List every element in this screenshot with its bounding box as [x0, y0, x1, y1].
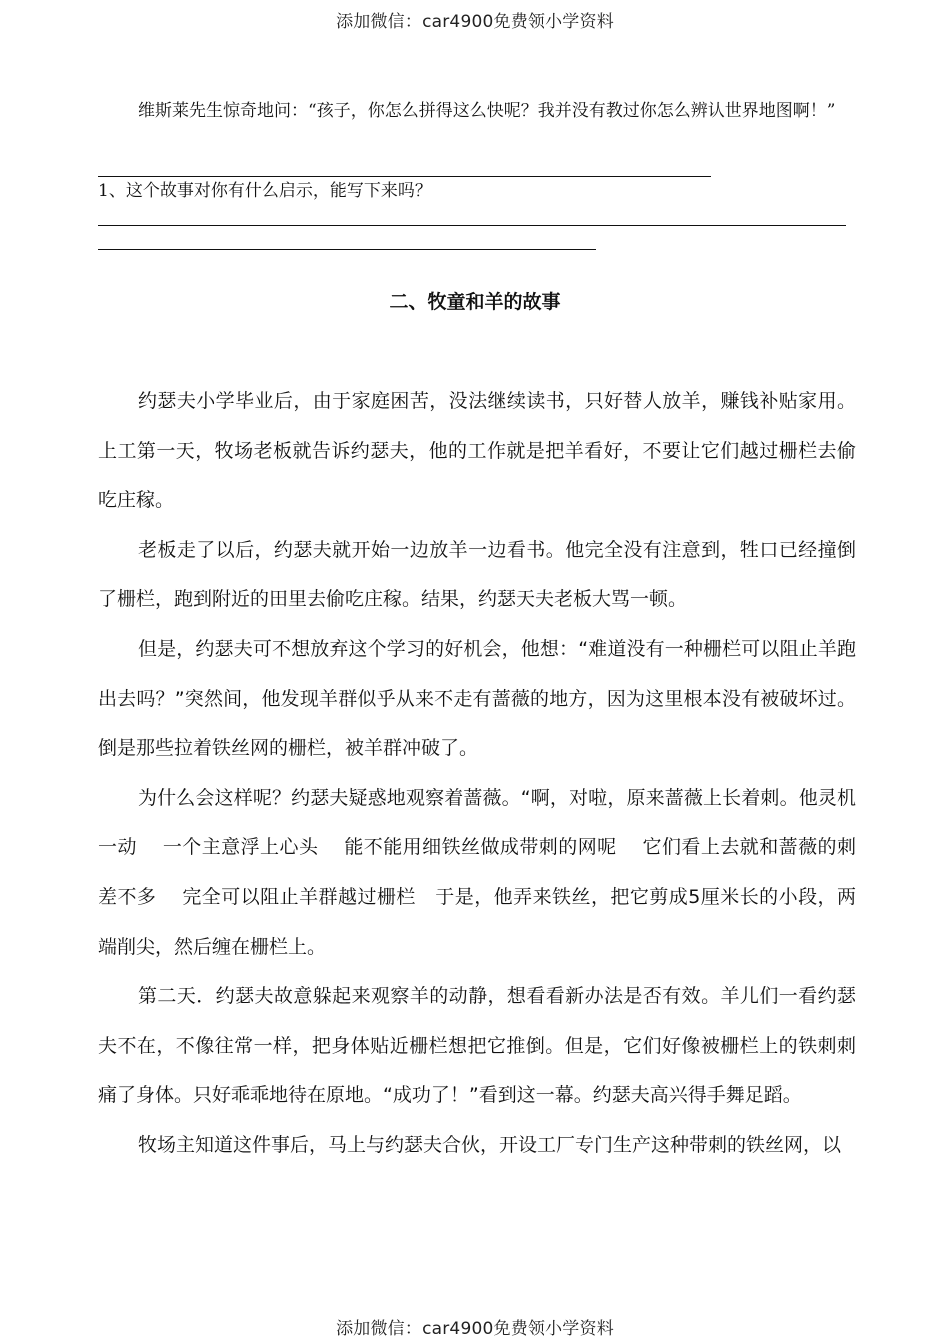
story-body — [98, 377, 856, 1171]
section-title: 二、牧童和羊的故事 — [389, 291, 561, 313]
answer-line — [98, 249, 596, 250]
question-1: 1、这个故事对你有什么启示，能写下来吗？ — [98, 181, 432, 201]
answer-line — [98, 225, 846, 226]
story-paragraph: 牧场主知道这件事后，马上与约瑟夫合伙，开设工厂专门生产这种带刺的铁丝网，以 — [138, 1133, 842, 1156]
story-paragraph: 第二天．约瑟夫故意躲起来观察羊的动静，想看看新办法是否有效。羊儿们一看约瑟夫不在，不像往常一样，把身体贴近栅栏想把它推倒。但是，它们好像被栅栏上的铁刺刺痛了身体。只好乖乖地待在原地。“成功了！”看到这一幕。约瑟夫高兴得手舞足蹈。 — [98, 985, 856, 1107]
story-paragraph: 约瑟夫小学毕业后，由于家庭困苦，没法继续读书，只好替人放羊，赚钱补贴家用。上工第一天，牧场老板就告诉约瑟夫，他的工作就是把羊看好，不要让它们越过栅栏去偷吃庄稼。 — [98, 390, 856, 512]
watermark-bottom: 添加微信：car4900免费领小学资料 — [336, 1319, 614, 1339]
story-paragraph: 为什么会这样呢？约瑟夫疑惑地观察着蔷薇。“啊，对啦，原来蔷薇上长着刺。他灵机一动 一个主意浮上心头 能不能用细铁丝做成带刺的网呢 它们看上去就和蔷薇的刺差不多 完全可以阻止羊群越过栅栏 于是，他弄来铁丝，把它剪成5厘米长的小段，两端削尖，然后缠在栅栏上。 — [98, 786, 856, 958]
watermark-top: 添加微信：car4900免费领小学资料 — [336, 12, 614, 32]
intro-paragraph: 维斯莱先生惊奇地问：“孩子，你怎么拼得这么快呢？我并没有教过你怎么辨认世界地图啊！” — [138, 101, 836, 121]
story-paragraph: 但是，约瑟夫可不想放弃这个学习的好机会，他想：“难道没有一种栅栏可以阻止羊跑出去吗？”突然间，他发现羊群似乎从来不走有蔷薇的地方，因为这里根本没有被破坏过。倒是那些拉着铁丝网的栅栏，被羊群冲破了。 — [98, 637, 856, 760]
story-paragraph: 老板走了以后，约瑟夫就开始一边放羊一边看书。他完全没有注意到，牲口已经撞倒了栅栏，跑到附近的田里去偷吃庄稼。结果，约瑟天夫老板大骂一顿。 — [98, 538, 856, 611]
